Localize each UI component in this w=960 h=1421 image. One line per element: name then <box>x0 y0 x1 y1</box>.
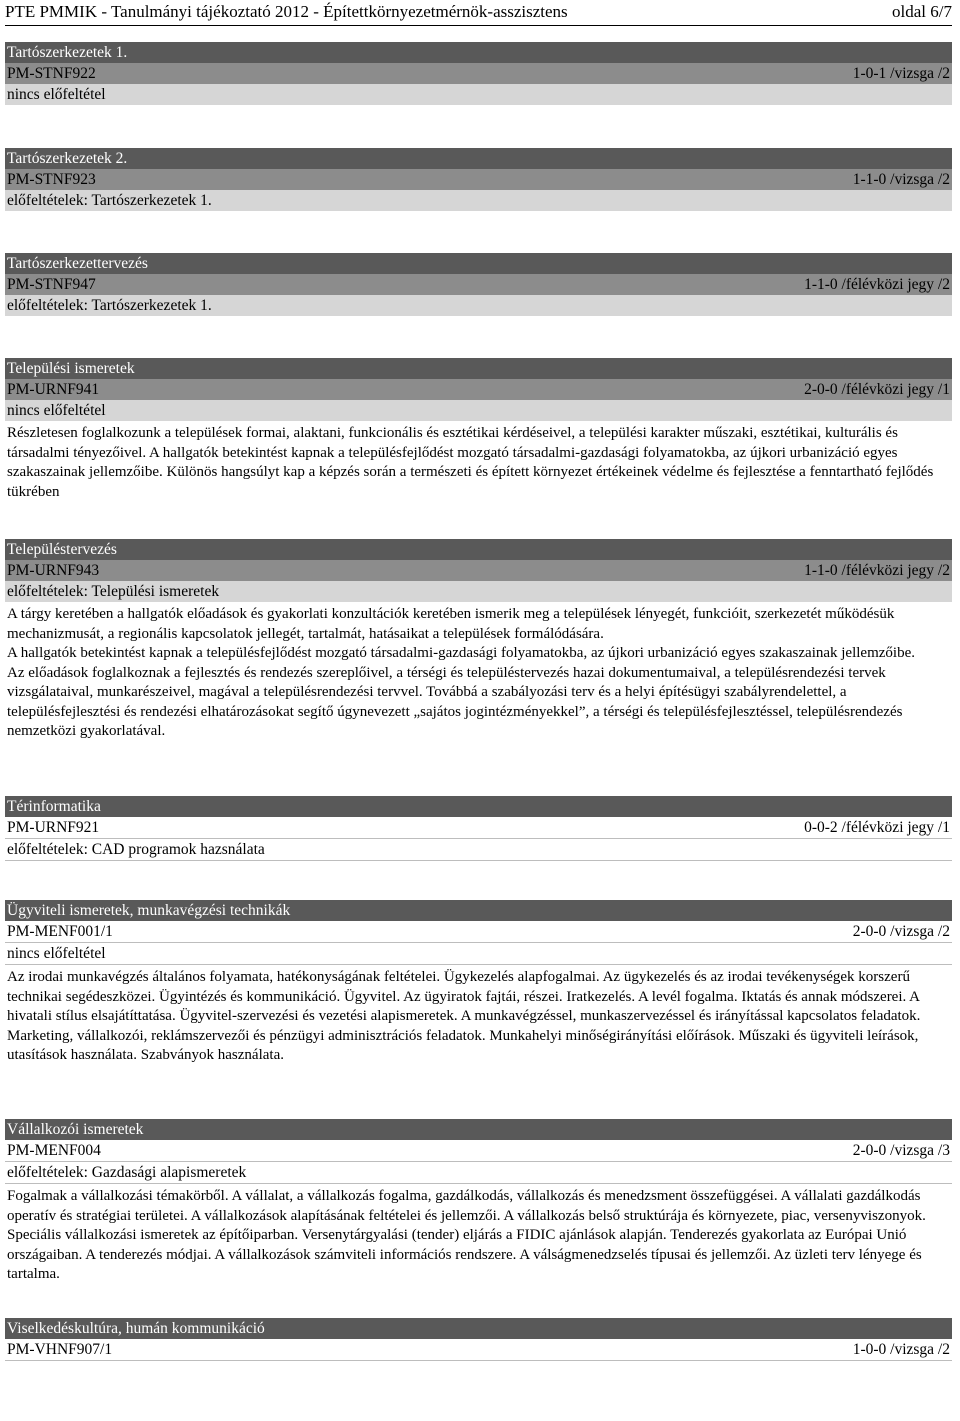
course-credits: 2-0-0 /vizsga /3 <box>852 1142 950 1159</box>
course-prereq: nincs előfeltétel <box>5 84 952 105</box>
course-prereq: nincs előfeltétel <box>5 400 952 421</box>
course-description <box>5 965 952 1066</box>
course-code: PM-STNF947 <box>7 276 96 293</box>
course-block-1 <box>5 42 952 105</box>
course-code-row <box>5 921 952 943</box>
course-prereq: előfeltételek: Gazdasági alapismeretek <box>5 1162 952 1184</box>
course-block-4 <box>5 358 952 502</box>
course-credits: 1-1-0 /félévközi jegy /2 <box>804 276 950 293</box>
course-description <box>5 602 952 742</box>
course-prereq: előfeltételek: Tartószerkezetek 1. <box>5 295 952 316</box>
course-code: PM-VHNF907/1 <box>7 1341 113 1358</box>
course-code-row <box>5 1140 952 1162</box>
course-credits: 2-0-0 /félévközi jegy /1 <box>804 381 950 398</box>
course-code: PM-URNF943 <box>7 562 100 579</box>
course-prereq: előfeltételek: Települési ismeretek <box>5 581 952 602</box>
course-title: Tartószerkezettervezés <box>5 253 952 274</box>
description-paragraph: A hallgatók betekintést kapnak a településfejlődést mozgató társadalmi-gazdasági folyamatokba, az újkori urbanizáció egyes szakaszainak jellemzőibe. <box>7 645 915 661</box>
course-block-5 <box>5 539 952 742</box>
course-block-3 <box>5 253 952 316</box>
course-credits: 0-0-2 /félévközi jegy /1 <box>804 819 950 836</box>
course-block-6 <box>5 796 952 861</box>
course-code: PM-URNF921 <box>7 819 100 836</box>
course-code-row <box>5 274 952 295</box>
course-title: Településtervezés <box>5 539 952 560</box>
course-description <box>5 421 952 502</box>
course-prereq: előfeltételek: Tartószerkezetek 1. <box>5 190 952 211</box>
course-code: PM-STNF922 <box>7 65 96 82</box>
course-code-row <box>5 379 952 400</box>
course-block-7 <box>5 900 952 1066</box>
course-credits: 1-0-0 /vizsga /2 <box>852 1341 950 1358</box>
course-title: Viselkedéskultúra, humán kommunikáció <box>5 1318 952 1339</box>
description-paragraph: Fogalmak a vállalkozási témakörből. A vállalat, a vállalkozás fogalma, gazdálkodás, vállalkozás és menedzsment összefüggései. A vállalati gazdálkodás operatív és stratégiai területei. A vállalkozások alapításának feltételei és jellemzői. A vállalkozás belső struktúrája és környezete, piac, versenyviszonyok. Speciális vállalkozási ismeretek az építőiparban. Versenytárgyalási (tender) eljárás a FIDIC ajánlások alapján. Tenderezés gyakorlata az Európai Unió országaiban. A tenderezés módjai. A vállalkozások számviteli információs rendszere. A válságmenedzselés típusai és jellemzői. Az üzleti terv lényege és tartalma. <box>7 1188 926 1282</box>
course-credits: 1-0-1 /vizsga /2 <box>852 65 950 82</box>
header-rule <box>5 25 952 26</box>
course-credits: 1-1-0 /vizsga /2 <box>852 171 950 188</box>
document-title: PTE PMMIK - Tanulmányi tájékoztató 2012 - Építettkörnyezetmérnök-asszisztens <box>5 2 568 21</box>
course-prereq: előfeltételek: CAD programok hazsnálata <box>5 839 952 861</box>
course-code-row <box>5 1339 952 1361</box>
course-credits: 2-0-0 /vizsga /2 <box>852 923 950 940</box>
description-paragraph: Az irodai munkavégzés általános folyamata, hatékonyságának feltételei. Ügykezelés alapfogalmai. Az ügykezelés és az irodai tevékenységek korszerű technikai segédeszközei. Ügyintézés és kommunikáció. Ügyvitel. Az ügyiratok fajtái, részei. Iratkezelés. A levél fogalma. Iktatás és annak módszerei. A hivatali stílus elsajátíttatása. Ügyvitel-szervezési és vezetési alapismeretek. A munkavégzéssel, munkaszervezéssel és irányítással kapcsolatos feladatok. Marketing, vállalkozói, reklámszervezői és pénzügyi adminisztrációs feladatok. Munkahelyi minőségirányítási előírások. Műszaki és ügyviteli leírások, utasítások használata. Szabványok használata. <box>7 969 921 1063</box>
page-number: oldal 6/7 <box>892 2 952 21</box>
course-code: PM-STNF923 <box>7 171 96 188</box>
course-credits: 1-1-0 /félévközi jegy /2 <box>804 562 950 579</box>
course-block-2 <box>5 148 952 211</box>
course-block-8 <box>5 1119 952 1285</box>
course-title: Tartószerkezetek 1. <box>5 42 952 63</box>
description-paragraph: Részletesen foglalkozunk a települések formai, alaktani, funkcionális és esztétikai kérdéseivel, a települési karakter műszaki, esztétikai, kulturális és társadalmi tényezőivel. A hallgatók betekintést kapnak a településfejlődést mozgató társadalmi-gazdasági folyamatokba, az újkori urbanizáció egyes szakaszainak jellemzőibe. Különös hangsúlyt kap a képzés során a természeti és épített környezet értékeinek védelme és fejlesztése a fenntartható fejlődés tükrében <box>7 425 934 500</box>
course-code: PM-MENF001/1 <box>7 923 113 940</box>
course-description <box>5 1184 952 1285</box>
course-title: Települési ismeretek <box>5 358 952 379</box>
course-code-row <box>5 63 952 84</box>
description-paragraph: Az előadások foglalkoznak a fejlesztés és rendezés szereplőivel, a térségi és településtervezés hazai dokumentumaival, a településrendezési tervek vizsgálataival, munkarészeivel, magával a településrendezési tervvel. Továbbá a szabályozási terv és a helyi építésügyi szabályrendelettel, a településfejlesztési és rendezési elhatározásokat segítő úgynevezett „sajátos jogintézményekkel”, a térségi és településfejlesztéssel, településrendezés nemzetközi gyakorlatával. <box>7 664 903 739</box>
course-block-9 <box>5 1318 952 1361</box>
course-code-row <box>5 169 952 190</box>
course-code: PM-URNF941 <box>7 381 100 398</box>
course-code-row <box>5 817 952 839</box>
course-title: Vállalkozói ismeretek <box>5 1119 952 1140</box>
description-paragraph: A tárgy keretében a hallgatók előadások és gyakorlati konzultációk keretében ismerik meg a települések lényegét, funkcióit, szerkezetét működésük mechanizmusát, a regionális kapcsolatok jellegét, tartalmát, hatásaikat a települések formálódására. <box>7 606 895 642</box>
course-title: Tartószerkezetek 2. <box>5 148 952 169</box>
course-title: Ügyviteli ismeretek, munkavégzési technikák <box>5 900 952 921</box>
course-code: PM-MENF004 <box>7 1142 101 1159</box>
course-prereq: nincs előfeltétel <box>5 943 952 965</box>
course-title: Térinformatika <box>5 796 952 817</box>
page-header <box>5 0 952 24</box>
course-code-row <box>5 560 952 581</box>
